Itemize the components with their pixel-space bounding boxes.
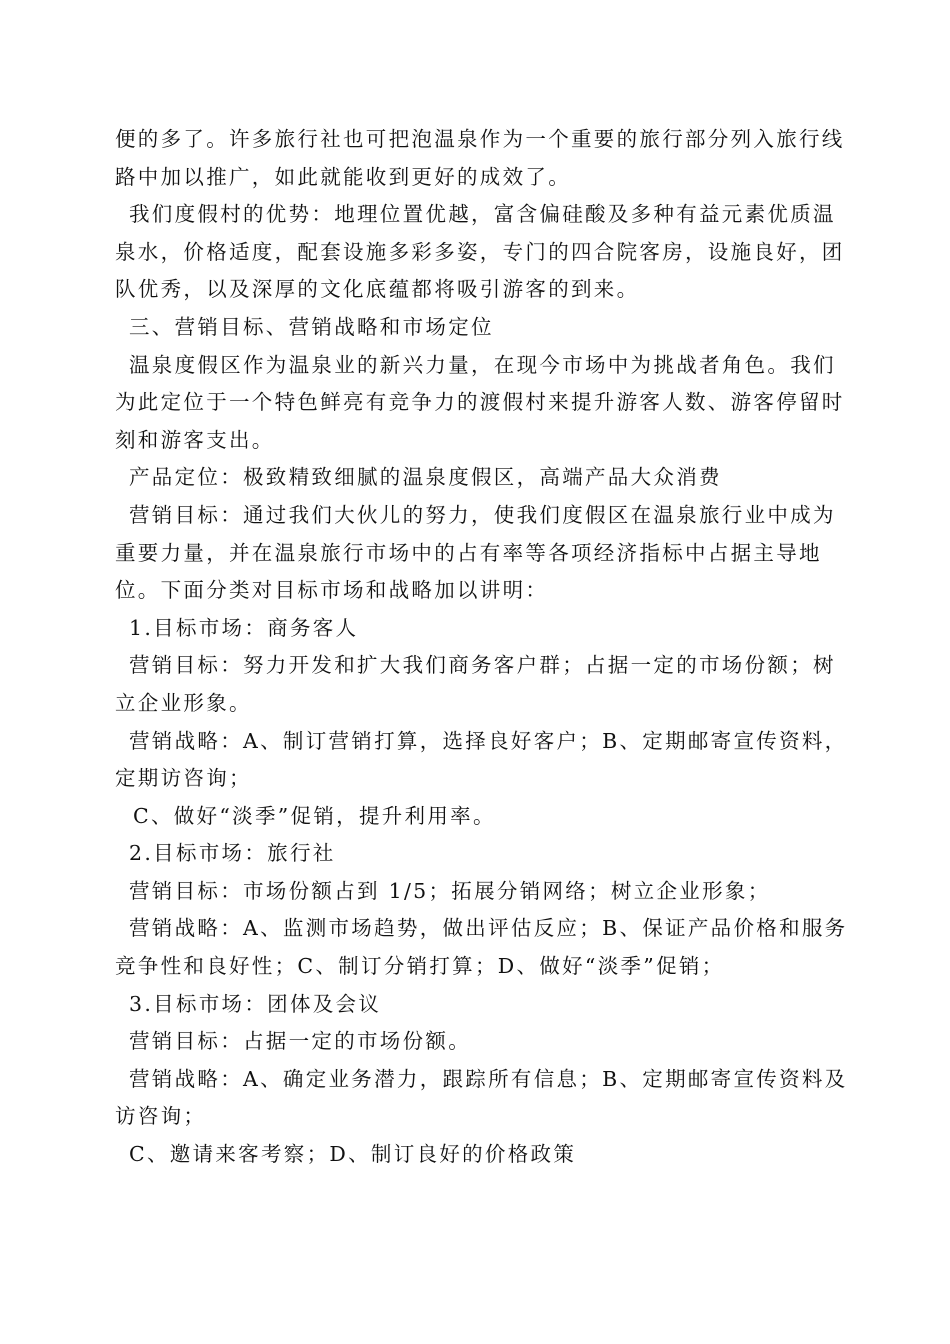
text-line: 刻和游客支出。 — [115, 427, 275, 452]
paragraph-start: 温泉度假区作为温泉业的新兴力量，在现今市场中为挑战者角色。我们 — [129, 352, 836, 377]
paragraph-start: 营销目标：努力开发和扩大我们商务客户群；占据一定的市场份额；树 — [129, 653, 836, 678]
subsection-heading: 3.目标市场：团体及会议 — [129, 991, 382, 1016]
document-body — [115, 121, 848, 1174]
text-line: 竞争性和良好性；C、制订分销打算；D、做好“淡季”促销； — [115, 954, 725, 979]
text-line: 立企业形象。 — [115, 690, 252, 715]
text-line: 队优秀，以及深厚的文化底蕴都将吸引游客的到来。 — [115, 277, 640, 302]
text-line: 重要力量，并在温泉旅行市场中的占有率等各项经济指标中占据主导地 — [115, 540, 822, 565]
text-line: 泉水，价格适度，配套设施多彩多姿，专门的四合院客房，设施良好，团 — [115, 239, 845, 264]
text-line: 定期访咨询； — [115, 766, 252, 791]
text-line: 为此定位于一个特色鲜亮有竞争力的渡假村来提升游客人数、游客停留时 — [115, 390, 845, 415]
text-line: 位。下面分类对目标市场和战略加以讲明： — [115, 578, 549, 603]
text-line: 路中加以推广，如此就能收到更好的成效了。 — [115, 164, 571, 189]
paragraph-start: C、邀请来客考察；D、制订良好的价格政策 — [129, 1142, 577, 1167]
paragraph-start: C、做好“淡季”促销，提升利用率。 — [133, 803, 496, 828]
paragraph-start: 营销目标：通过我们大伙儿的努力，使我们度假区在温泉旅行业中成为 — [129, 502, 836, 527]
paragraph-start: 我们度假村的优势：地理位置优越，富含偏硅酸及多种有益元素优质温 — [129, 202, 836, 227]
subsection-heading: 2.目标市场：旅行社 — [129, 841, 336, 866]
subsection-heading: 1.目标市场：商务客人 — [129, 615, 359, 640]
text-line: 访咨询； — [115, 1104, 207, 1129]
paragraph-start: 营销战略：A、制订营销打算，选择良好客户；B、定期邮寄宣传资料， — [129, 728, 848, 753]
paragraph-start: 营销目标：占据一定的市场份额。 — [129, 1029, 471, 1054]
section-heading: 三、营销目标、营销战略和市场定位 — [129, 314, 494, 339]
paragraph-start: 营销战略：A、监测市场趋势，做出评估反应；B、保证产品价格和服务 — [129, 916, 848, 941]
paragraph-start: 产品定位：极致精致细腻的温泉度假区，高端产品大众消费 — [129, 465, 722, 490]
text-line: 便的多了。许多旅行社也可把泡温泉作为一个重要的旅行部分列入旅行线 — [115, 127, 845, 151]
paragraph-start: 营销目标：市场份额占到 1/5；拓展分销网络；树立企业形象； — [129, 878, 771, 903]
paragraph-start: 营销战略：A、确定业务潜力，跟踪所有信息；B、定期邮寄宣传资料及 — [129, 1066, 848, 1091]
